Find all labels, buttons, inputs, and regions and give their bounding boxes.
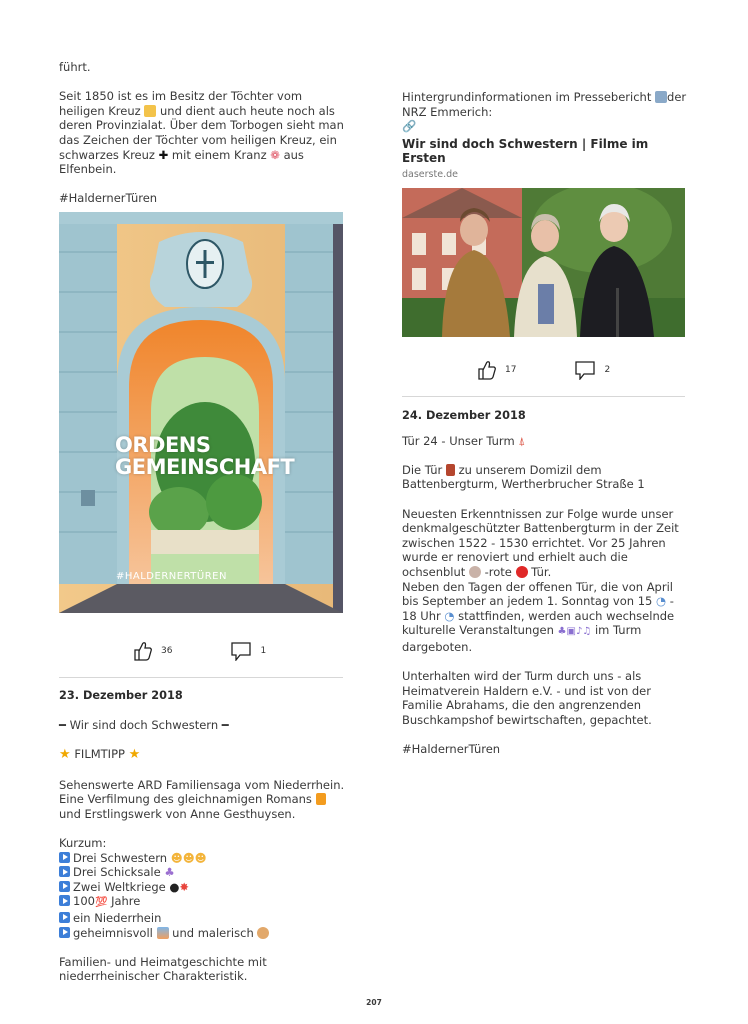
clock-icon: ◔ (444, 608, 455, 623)
text-span: Sehenswerte ARD Familiensaga vom Niederrhein. Eine Verfilmung des gleichnamigen Romans (59, 777, 345, 807)
post-headline (402, 434, 688, 449)
link-domain[interactable]: daserste.de (402, 168, 458, 180)
door-illustration (59, 212, 343, 613)
kurzum-label: Kurzum: (59, 835, 107, 850)
play-icon (59, 912, 70, 923)
right-reactions (477, 360, 610, 380)
cross-icon: ✚ (158, 147, 169, 162)
filmtipp-text: FILMTIPP (74, 747, 125, 762)
text-span: Drei Schwestern (73, 850, 168, 865)
list-item (59, 911, 349, 926)
comment-icon (230, 641, 252, 661)
image-overlay-tag: #HALDERNERTÜREN (116, 571, 227, 582)
post-date: 23. Dezember 2018 (59, 689, 183, 702)
left-reactions (133, 641, 266, 661)
text-span: Neuesten Erkenntnissen zur Folge wurde unser denkmalgeschützter Battenbergturm in der Zeit zwischen 1522 - 1530 errichtet. Vor 25 Jahren wurde er renoviert und erhielt auch die ochsenblut (402, 506, 679, 579)
text-span: aus Elfenbein. (59, 147, 304, 177)
ox-icon (469, 566, 481, 578)
comment-count: 1 (260, 645, 267, 656)
theater-masks-icon: ♣ (164, 865, 175, 880)
post-dec-24 (402, 409, 688, 757)
overlay-title-line: ORDENS (115, 433, 211, 457)
like-count: 36 (161, 645, 173, 656)
right-column (402, 90, 692, 183)
text-span: 100 (73, 894, 95, 909)
crest-relief (150, 232, 252, 307)
newspaper-icon (655, 91, 667, 103)
divider (402, 396, 685, 397)
thumbs-up-icon (133, 641, 153, 661)
palette-icon (257, 927, 269, 939)
star-icon: ★ (59, 747, 71, 763)
convent-paragraph (59, 89, 349, 177)
list-item (59, 894, 349, 911)
book-icon (316, 793, 326, 805)
movie-still-image[interactable] (402, 188, 685, 337)
text-span: Drei Schicksale (73, 865, 161, 880)
clock-icon: ◔ (655, 594, 667, 609)
text-span: ein Niederrhein (73, 910, 162, 925)
hundred-icon: 💯 (94, 897, 108, 909)
comment-reaction[interactable] (574, 360, 610, 380)
dash-icon: ━ (221, 718, 229, 733)
press-info (402, 90, 692, 119)
text-span: und Erstlingswerk von Anne Gesthuysen. (59, 806, 296, 821)
comment-icon (574, 360, 596, 380)
text-span: - 18 Uhr (402, 594, 674, 623)
play-icon (59, 866, 70, 877)
post-headline (59, 718, 349, 733)
explosion-icon: ✸ (179, 879, 190, 894)
feature-list (59, 851, 349, 941)
left-column (59, 60, 349, 206)
overlay-title-line: GEMEINSCHAFT (115, 455, 295, 479)
door-image (59, 212, 343, 613)
text-span: geheimnisvoll (73, 925, 153, 940)
maintenance-paragraph: Unterhalten wird der Turm durch uns - als Heimatverein Haldern e.V. - und ist von der Familie Abrahams, die den angrenzenden Buschkampshof bewirtschaften, gepachtet. (402, 669, 652, 727)
headline-text: Tür 24 - Unser Turm (402, 433, 515, 448)
hashtag: #HaldernerTüren (59, 191, 158, 206)
image-overlay-title (115, 434, 294, 478)
like-reaction[interactable] (133, 641, 172, 661)
hashtag: #HaldernerTüren (402, 742, 501, 757)
bomb-icon: ● (169, 879, 180, 894)
text-span: stattfinden, werden auch wechselnde kulturelle Veranstaltungen (402, 608, 675, 638)
filmtipp-line (59, 747, 349, 763)
text-span: Neben den Tagen der offenen Tür, die von April bis September an jedem 1. Sonntag von 15 (402, 579, 673, 609)
text-span: Seit 1850 ist es im Besitz der Töchter vom heiligen Kreuz (59, 89, 303, 118)
link-icon[interactable]: 🔗 (402, 119, 417, 134)
play-icon (59, 895, 70, 906)
text-span: zu unserem Domizil dem Battenbergturm, Wertherbrucher Straße 1 (402, 462, 645, 492)
thumbs-up-icon (477, 360, 497, 380)
headline-text: Wir sind doch Schwestern (69, 718, 219, 733)
description (59, 778, 349, 822)
dash-icon: ━ (59, 718, 66, 733)
text-span: Zwei Weltkriege (73, 879, 166, 894)
list-item (59, 926, 349, 941)
text-span: Tür. (531, 564, 552, 579)
text-span: der NRZ Emmerich: (402, 90, 687, 119)
gift-icon (144, 105, 156, 117)
play-icon (59, 927, 70, 938)
text-span: mit einem Kranz (171, 147, 267, 162)
red-circle-icon (516, 566, 528, 578)
history-paragraph (402, 507, 688, 655)
women-icon: ☻☻☻ (170, 850, 207, 865)
sunset-icon (157, 927, 169, 939)
text-span: Hintergrundinformationen im Pressebericht (402, 90, 652, 104)
play-icon (59, 852, 70, 863)
door-icon (446, 464, 455, 476)
list-item (59, 851, 349, 866)
post-date: 24. Dezember 2018 (402, 409, 526, 422)
comment-reaction[interactable] (230, 641, 266, 661)
link-title[interactable]: Wir sind doch Schwestern | Filme im Ersten (402, 136, 649, 166)
wreath-icon: ❁ (270, 147, 280, 162)
tower-icon: ⍋ (518, 433, 526, 448)
closing-text: Familien- und Heimatgeschichte mit niederrheinischer Charakteristik. (59, 954, 267, 984)
like-count: 17 (505, 364, 517, 375)
like-reaction[interactable] (477, 360, 516, 380)
divider (59, 677, 343, 678)
text-span: -rote (484, 564, 512, 579)
intro-line: führt. (59, 60, 91, 74)
event-icons: ♣▣♪♫ (557, 626, 592, 638)
page-number: 207 (366, 998, 382, 1007)
star-icon: ★ (128, 747, 141, 763)
post-dec-23 (59, 689, 349, 984)
text-span: und malerisch (172, 925, 254, 940)
text-span: im Turm dargeboten. (402, 623, 642, 654)
text-span: Jahre (111, 894, 141, 909)
play-icon (59, 881, 70, 892)
list-item (59, 865, 349, 880)
comment-count: 2 (604, 364, 611, 375)
movie-still-illustration (402, 188, 685, 337)
list-item (59, 880, 349, 895)
text-span: Die Tür (402, 462, 443, 477)
door-paragraph (402, 463, 688, 492)
text-span: und dient auch heute noch als deren Provinzialat. Über dem Torbogen sieht man das Zeichen der Töchter vom heiligen Kreuz, ein schwarzes Kreuz (59, 103, 344, 162)
